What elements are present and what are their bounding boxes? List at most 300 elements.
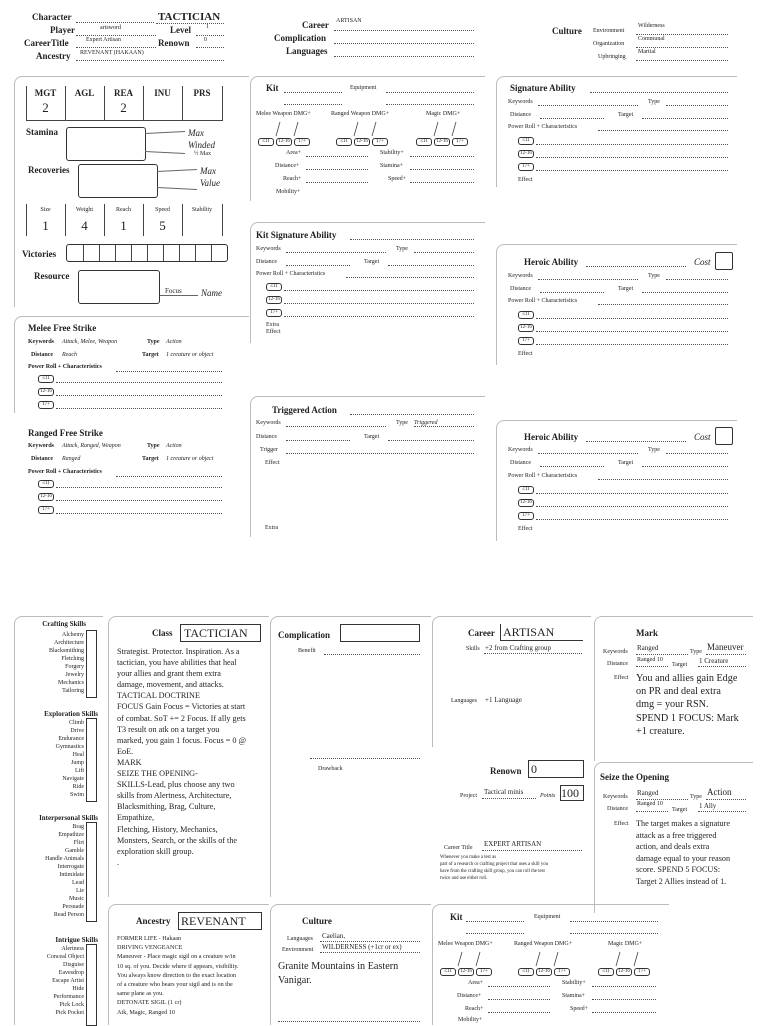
exploration-skills-title: Exploration Skills [44,710,98,718]
culture-environment-label: Environment [282,947,314,953]
crafting-checkbox-column[interactable] [86,630,97,698]
renown-card-label: Renown [490,766,522,776]
melee-power-roll-label: Power Roll + Characteristics [28,364,102,370]
kit-ranged-tier-2: 12-16 [354,138,370,146]
triggered-title: Triggered Action [272,405,337,415]
heroic-1-type-label: Type [648,273,660,279]
kit-area-label: Area+ [286,150,302,156]
char-inu-label: INU [154,88,171,98]
career-title-label: CareerTitle [24,38,69,48]
class-desc-line: . [117,857,120,867]
culture-card-label: Culture [302,916,332,926]
signature-title: Signature Ability [510,83,576,93]
renown-points-value[interactable]: 100 [560,785,584,801]
kit-sig-extra-label: Extra [266,322,279,328]
melee-keywords-value: Attack, Melee, Weapon [62,339,118,345]
class-value[interactable]: TACTICIAN [180,624,261,642]
kit-stamina-label: Stamina+ [380,163,404,169]
culture-languages-value[interactable]: Caelian, [322,932,346,940]
kit-2-title: Kit [450,912,463,922]
resource-name-label: Name [201,288,222,298]
seize-target-value[interactable]: 1 Ally [699,802,717,810]
size-row [26,204,222,236]
kit-2-magic-tier-1: ≤11 [598,968,614,976]
class-desc-line: T3 result on atk on a target you [117,724,220,734]
winded-label: Winded [188,140,215,150]
skill-pick-pocket: Pick Pocket [55,1010,84,1016]
class-description [117,646,269,868]
recoveries-label: Recoveries [28,165,70,175]
upbringing-label: Upbringing [598,54,626,60]
kit-2-ranged-tier-2: 12-16 [536,968,552,976]
languages-label: Languages [286,46,328,56]
seize-effect-line: score. SPEND 5 FOCUS: [636,865,721,875]
heroic-2-effect-label: Effect [518,526,533,532]
ancestry-text-line: of a creature who bears your sigil and is on the [117,981,233,989]
melee-keywords-label: Keywords [28,339,54,345]
kit-reach-label: Reach+ [283,176,302,182]
kit-sig-distance-label: Distance [256,259,277,265]
career-card-label: Career [468,628,495,638]
ranged-distance-label: Distance [31,456,53,462]
skill-architecture: Architecture [54,640,84,646]
kit-magic-tier-2: 12-16 [434,138,450,146]
kit-melee-tier-3: 17+ [294,138,310,146]
culture-description [278,960,428,988]
renown-career-title-label: Career Title [444,845,473,851]
ranged-title: Ranged Free Strike [28,428,103,438]
kit-melee-tier-2: 12-16 [276,138,292,146]
characteristics-row [26,86,222,120]
triggered-extra-label: Extra [265,525,278,531]
signature-type-label: Type [648,99,660,105]
skill-hide: Hide [72,986,84,992]
kit-2-melee-tier-2: 12-16 [458,968,474,976]
melee-distance-value: Reach [62,352,77,358]
skill-pick-lock: Pick Lock [59,1002,84,1008]
skill-alertness: Alertness [61,946,84,952]
kit-2-distance-label: Distance+ [457,993,482,999]
culture-environment-value[interactable]: WILDERNESS (+1cr or ex) [322,943,402,951]
seize-effect-label: Effect [614,821,629,827]
heroic-2-keywords-label: Keywords [508,447,533,453]
kit-2-area-label: Area+ [468,980,484,986]
ancestry-label: Ancestry [36,51,71,61]
renown-value[interactable]: 0 [204,37,207,43]
heroic-2-type-label: Type [648,447,660,453]
class-desc-line: Empathize, [117,813,155,823]
player-label: Player [50,25,75,35]
skill-disguise: Disguise [63,962,84,968]
mark-target-label: Target [672,662,688,668]
mark-effect-line: dmg = your RSN. [636,699,709,711]
ancestry-text [117,934,269,1017]
triggered-target-label: Target [364,434,380,440]
reach-value[interactable]: 1 [120,218,127,233]
skill-ride: Ride [72,784,84,790]
career-value[interactable]: ARTISAN [336,18,362,24]
skill-lead: Lead [72,880,84,886]
class-desc-line: Blacksmithing, Brag, Culture, [117,802,216,812]
kit-2-mobility-label: Mobility+ [458,1017,483,1023]
seize-type-value[interactable]: Action [707,787,732,797]
mark-effect-line: You and allies gain Edge [636,673,738,684]
complication-card [270,616,431,897]
victories-track[interactable] [66,244,228,262]
skill-performance: Performance [53,994,84,1000]
kit-speed-label: Speed+ [388,176,407,182]
interpersonal-checkbox-column[interactable] [86,822,97,922]
stability-label: Stability [191,207,213,213]
skill-gymnastics: Gymnastics [55,744,84,750]
culture-languages-label: Languages [287,936,313,942]
ranged-type-value: Action [166,443,182,449]
char-rea-label: REA [113,88,133,98]
kit-magic-label: Magic DMG+ [426,111,461,117]
level-value[interactable]: 1 [206,24,209,30]
crafting-skills-title: Crafting Skills [42,620,86,628]
ancestry-text-line: Maneuver - Place magic sigil on a creature w/in [117,953,236,961]
skill-gamble: Gamble [65,848,84,854]
speed-value[interactable]: 5 [159,218,166,233]
heroic-1-tier-1: ≤11 [518,311,534,319]
triggered-trigger-label: Trigger [260,447,278,453]
speed-label: Speed [155,207,170,213]
class-label: Class [152,628,173,638]
ancestry-card-value[interactable]: REVENANT [178,912,262,930]
class-desc-line: FOCUS Gain Focus = Victories at start [117,702,246,712]
skill-climb: Climb [68,720,84,726]
seize-distance-label: Distance [607,806,628,812]
kit-sig-tier-2: 12-16 [266,296,282,304]
ancestry-card-label: Ancestry [136,916,171,926]
class-desc-line: marked, you gain 1 focus. Focus = 0 @ [117,735,247,745]
kit-2-equipment-label: Equipment [534,914,561,920]
recoveries-max-label: Max [200,166,216,176]
kit-ranged-tier-1: ≤11 [336,138,352,146]
mark-type-label: Type [690,649,702,655]
renown-label: Renown [158,38,190,48]
seize-type-label: Type [690,794,702,800]
kit-2-magic-tier-2: 12-16 [616,968,632,976]
mark-effect-line: +1 creature. [636,725,685,737]
mark-effect-line: SPEND 1 FOCUS: Mark [636,712,739,724]
melee-target-label: Target [142,352,159,358]
melee-type-value: Action [166,339,182,345]
reach-label: Reach [116,207,131,213]
ranged-keywords-label: Keywords [28,443,54,449]
class-desc-line: SKILLS-Lead, plus choose any two [117,780,235,790]
signature-keywords-label: Keywords [508,99,533,105]
char-prs-label: PRS [193,88,211,98]
heroic-2-tier-2: 12-16 [518,499,534,507]
triggered-keywords-label: Keywords [256,420,281,426]
skill-escape-artist: Escape Artist [52,978,84,984]
resource-label: Resource [34,271,70,281]
signature-power-roll-label: Power Roll + Characteristics [508,124,578,130]
triggered-effect-label: Effect [265,460,280,466]
kit-2-stamina-label: Stamina+ [562,993,586,999]
ancestry-text-line: DRIVING VENGEANCE [117,944,183,952]
skill-drive: Drive [70,728,84,734]
signature-tier-1: ≤11 [518,137,534,145]
skill-mechanics: Mechanics [58,680,84,686]
skill-eavesdrop: Eavesdrop [58,970,84,976]
char-mgt-label: MGT [34,88,57,98]
seize-effect-line: The target makes a signature [636,819,730,828]
career-title-text-line: Whenever you make a test as [440,855,497,860]
weight-label: Weight [75,207,94,213]
career-skills-label: Skills [466,646,480,652]
triggered-type-label: Type [396,420,408,426]
skill-lie: Lie [76,888,84,894]
level-label: Level [170,25,191,35]
intrigue-skills-title: Intrigue Skills [55,936,98,944]
ranged-target-value: 1 creature or object [166,456,214,462]
kit-magic-tier-1: ≤11 [416,138,432,146]
kit-2-ranged-label: Ranged Weapon DMG+ [514,941,573,947]
skill-jump: Jump [70,760,84,766]
renown-project-label: Project [460,793,477,799]
seize-effect-line: attack as a free triggered [636,830,717,840]
heroic-2-cost-box[interactable] [715,427,733,445]
renown-project-value[interactable]: Tactical minis [484,788,524,796]
seize-effect-line: damage equal to your reason [636,853,731,863]
career-languages-value[interactable]: +1 Language [485,696,522,704]
renown-career-title-text [440,854,590,882]
class-desc-line: Monsters, Search, or the skills of the [117,835,238,845]
kit-melee-tier-1: ≤11 [258,138,274,146]
career-languages-label: Languages [451,698,477,704]
triggered-distance-label: Distance [256,434,277,440]
heroic-2-cost-label: Cost [694,432,711,442]
kit-2-ranged-tier-3: 17+ [554,968,570,976]
kit-2-magic-label: Magic DMG+ [608,941,643,947]
heroic-1-effect-label: Effect [518,351,533,357]
seize-keywords-value[interactable]: Ranged [637,789,659,797]
organization-label: Organization [593,41,625,47]
recoveries-value-label: Value [200,178,220,188]
organization-value[interactable]: Communal [638,36,665,42]
heroic-2-tier-1: ≤11 [518,486,534,494]
ranged-distance-value: Ranged [62,456,81,462]
complication-benefit-label: Benefit [298,648,316,654]
kit-sig-type-label: Type [396,246,408,252]
character-label: Character [32,12,72,22]
skill-jewelry: Jewelry [65,672,84,678]
seize-distance-value[interactable]: Ranged 10 [637,801,663,807]
skill-brag: Brag [72,824,84,830]
class-desc-line: your allies and grant them extra [117,669,221,679]
ancestry-text-line: 10 sq. of you. Decide where if appears, visibility. [117,962,239,970]
skill-heal: Heal [72,752,84,758]
mark-effect-label: Effect [614,675,629,681]
kit-sig-tier-1: ≤11 [266,283,282,291]
victories-label: Victories [22,249,57,259]
skill-persuade: Persuade [62,904,84,910]
kit-magic-tier-3: 17+ [452,138,468,146]
class-desc-line: damage, movement, and attacks. [117,680,224,690]
kit-ranged-label: Ranged Weapon DMG+ [331,111,390,117]
signature-tier-3: 17+ [518,163,534,171]
kit-signature-card [250,222,485,343]
class-desc-line: of combat. SoT += 2 Focus. If ally gets [117,713,246,723]
environment-value[interactable]: Wilderness [638,23,665,29]
winded-note: ½ Max [194,151,211,157]
career-title-value[interactable]: Expert Artisan [86,37,121,43]
skill-music: Music [69,896,84,902]
skill-forgery: Forgery [65,664,84,670]
culture-desc-line: Vanigar. [278,975,312,986]
stamina-box[interactable] [66,127,146,161]
heroic-1-power-roll-label: Power Roll + Characteristics [508,298,578,304]
career-title-text-line: twice and use either roll. [440,876,488,881]
exploration-checkbox-column[interactable] [86,718,97,802]
intrigue-checkbox-column[interactable] [86,944,97,1026]
character-value[interactable]: TACTICIAN [158,11,221,23]
melee-tier-2: 12-16 [38,388,54,396]
kit-2-melee-tier-3: 17+ [476,968,492,976]
kit-2-reach-label: Reach+ [465,1006,484,1012]
skill-blacksmithing: Blacksmithing [49,648,84,654]
heroic-1-tier-3: 17+ [518,337,534,345]
kit-ranged-tier-3: 17+ [372,138,388,146]
melee-tier-1: ≤11 [38,375,54,383]
complication-title: Complication [278,630,331,640]
skill-swim: Swim [69,792,84,798]
skill-intimidate: Intimidate [59,872,84,878]
class-desc-line: Fletching, History, Mechanics, [117,824,218,834]
complication-drawback-label: Drawback [318,766,343,772]
char-mgt-value[interactable]: 2 [42,100,49,115]
resource-box[interactable] [78,270,160,304]
culture-desc-line: Granite Mountains in Eastern [278,961,399,972]
kit-title: Kit [266,83,279,93]
melee-tier-3: 17+ [38,401,54,409]
heroic-1-cost-box[interactable] [715,252,733,270]
complication-value-box[interactable] [340,624,420,642]
heroic-1-title: Heroic Ability [524,257,579,267]
class-desc-line: TACTICAL DOCTRINE [117,691,200,701]
class-desc-line: EoE. [117,746,134,756]
kit-sig-target-label: Target [364,259,380,265]
career-title-text-line: have from the crafting skill group, you can roll the test [440,869,545,874]
char-rea-value[interactable]: 2 [120,100,127,115]
kit-sig-power-roll-label: Power Roll + Characteristics [256,271,326,277]
size-value[interactable]: 1 [42,218,49,233]
stamina-max-label: Max [188,128,204,138]
career-skills-value[interactable]: +2 from Crafting group [485,644,551,652]
ancestry-text-line: same plane as you. [117,990,164,998]
heroic-1-distance-label: Distance [510,286,531,292]
melee-title: Melee Free Strike [28,323,97,333]
triggered-action-card [250,396,485,537]
heroic-2-distance-label: Distance [510,460,531,466]
weight-value[interactable]: 4 [81,218,88,233]
career-card-value[interactable]: ARTISAN [500,624,583,641]
heroic-2-title: Heroic Ability [524,432,579,442]
ranged-power-roll-label: Power Roll + Characteristics [28,469,102,475]
seize-title: Seize the Opening [600,772,669,782]
kit-2-speed-label: Speed+ [570,1006,589,1012]
kit-distance-label: Distance+ [275,163,300,169]
seize-effect-line: Target 2 Allies instead of 1. [636,876,727,886]
kit-stability-label: Stability+ [380,150,404,156]
kit-signature-title: Kit Signature Ability [256,230,337,240]
mark-target-value[interactable]: 1 Creature [699,657,729,665]
mark-effect-line: on PR and deal extra [636,686,721,698]
recoveries-box[interactable] [78,164,158,198]
environment-label: Environment [593,28,625,34]
heroic-2-target-label: Target [618,460,634,466]
ancestry-text-line: DETONATE SIGIL (1 cr) [117,999,182,1007]
kit-melee-label: Melee Weapon DMG+ [256,111,311,117]
renown-career-title-value[interactable]: EXPERT ARTISAN [484,840,542,848]
skill-conceal-object: Conceal Object [46,954,84,960]
melee-target-value: 1 creature or object [166,352,214,358]
skill-tailoring: Tailoring [62,688,84,694]
heroic-1-keywords-label: Keywords [508,273,533,279]
signature-effect-label: Effect [518,177,533,183]
heroic-1-cost-label: Cost [694,257,711,267]
ranged-tier-2: 12-16 [38,493,54,501]
kit-2-ranged-tier-1: ≤11 [518,968,534,976]
seize-target-label: Target [672,807,688,813]
focus-label: Focus [165,287,182,295]
renown-card-value[interactable]: 0 [528,760,584,778]
seize-effect-text [636,818,752,888]
interpersonal-skills-title: Interpersonal Skills [39,814,98,822]
class-desc-line: Strategist. Protector. Inspiration. As a [117,647,240,656]
size-label: Size [40,207,51,213]
seize-effect-line: action, and deals extra [636,842,710,852]
kit-2-stability-label: Stability+ [562,980,586,986]
ranged-type-label: Type [147,443,160,449]
ranged-tier-1: ≤11 [38,480,54,488]
signature-distance-label: Distance [510,112,531,118]
complication-label: Complication [274,33,327,43]
ancestry-text-line: Atk, Magic, Ranged 10 [117,1008,175,1016]
player-value[interactable]: artsword [100,25,121,31]
mark-distance-value[interactable]: Ranged 10 [637,657,663,663]
skill-lift: Lift [75,768,84,774]
mark-keywords-label: Keywords [603,649,628,655]
mark-keywords-value[interactable]: Ranged [637,644,659,652]
mark-title: Mark [636,628,658,638]
char-agl-label: AGL [74,88,95,98]
heroic-2-power-roll-label: Power Roll + Characteristics [508,473,578,479]
career-label: Career [302,20,329,30]
mark-type-value[interactable]: Maneuver [707,642,744,652]
skill-alchemy: Alchemy [62,632,84,638]
skill-flirt: Flirt [73,840,84,846]
skill-handle-animals: Handle Animals [45,856,84,862]
triggered-type-value: Triggered [414,420,438,426]
mark-effect-text [636,672,752,738]
heroic-1-target-label: Target [618,286,634,292]
header [0,0,768,70]
seize-keywords-label: Keywords [603,794,628,800]
heroic-2-tier-3: 17+ [518,512,534,520]
signature-tier-2: 12-16 [518,150,534,158]
melee-distance-label: Distance [31,352,53,358]
kit-sig-keywords-label: Keywords [256,246,281,252]
kit-2-melee-label: Melee Weapon DMG+ [438,941,493,947]
ancestry-value[interactable]: REVENANT (HAKAAN) [80,50,144,56]
upbringing-value[interactable]: Martial [638,49,656,55]
stamina-label: Stamina [26,127,59,137]
career-title-text-line: part of a research or crafting project that uses a skill you [440,862,549,867]
